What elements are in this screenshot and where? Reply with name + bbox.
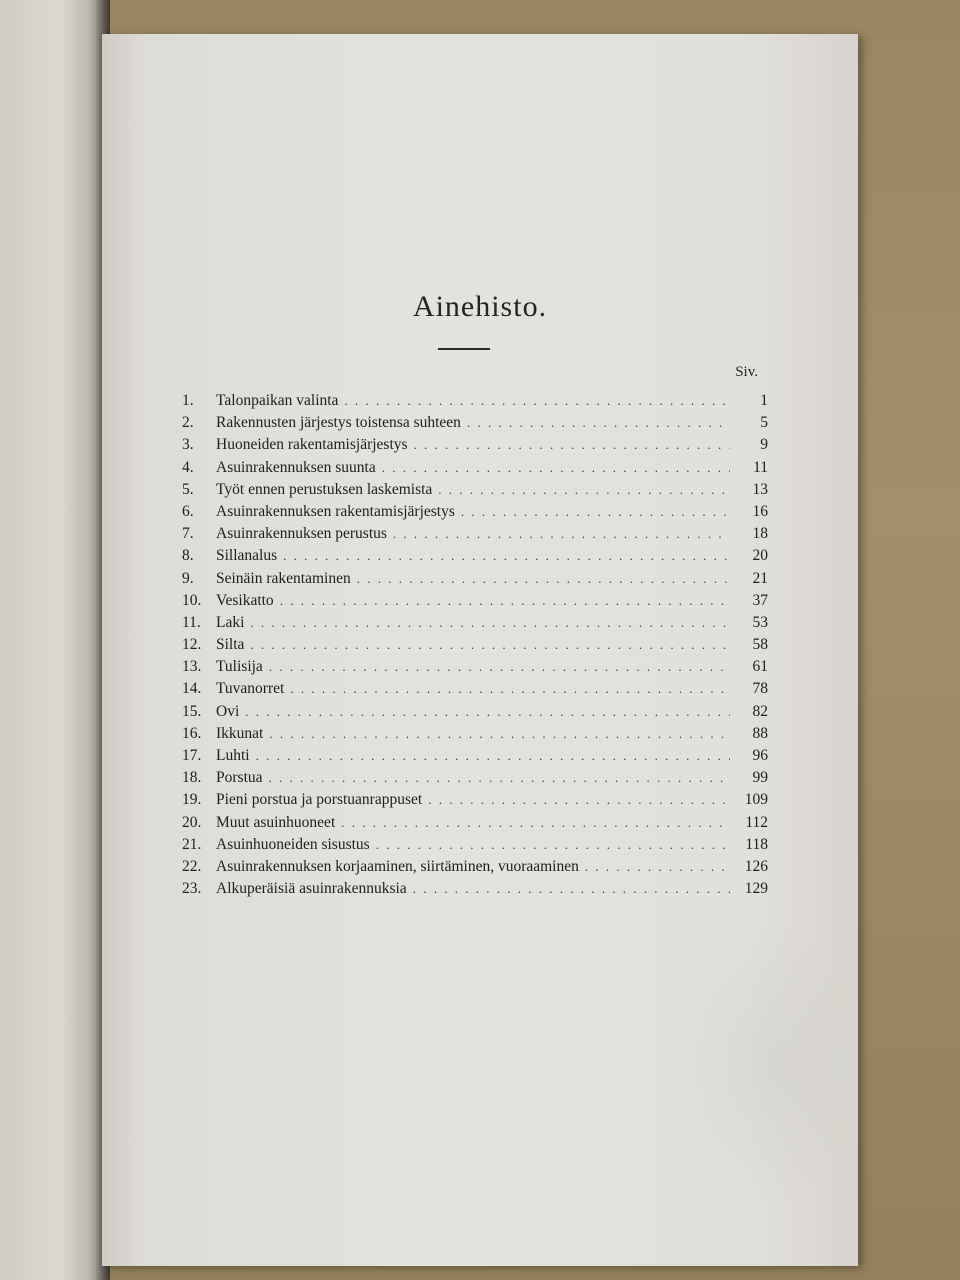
- show-through-shadow: [662, 914, 862, 1214]
- dot-leader: [461, 501, 730, 523]
- dot-leader: [280, 590, 730, 612]
- entry-number: 11.: [182, 613, 201, 631]
- dot-leader: [269, 656, 730, 678]
- entry-page: 21: [752, 569, 768, 587]
- entry-title: Laki: [216, 613, 245, 631]
- entry-number: 23.: [182, 880, 202, 898]
- entry-title: Seinäin rakentaminen: [216, 569, 351, 587]
- dot-leader: [428, 789, 730, 811]
- toc-entry: [182, 545, 768, 567]
- dot-leader: [382, 457, 730, 479]
- entry-page: 82: [752, 702, 768, 720]
- entry-page: 16: [752, 502, 768, 520]
- dot-leader: [414, 434, 730, 456]
- entry-title: Rakennusten järjestys toistensa suhteen: [216, 414, 461, 432]
- entry-number: 1.: [182, 392, 194, 409]
- entry-number: 3.: [182, 436, 194, 454]
- entry-number: 12.: [182, 636, 202, 654]
- toc-entry: [182, 834, 768, 856]
- dot-leader: [585, 856, 730, 878]
- entry-title: Vesikatto: [216, 591, 274, 609]
- entry-number: 17.: [182, 747, 202, 764]
- entry-number: 6.: [182, 502, 194, 520]
- entry-title: Asuinhuoneiden sisustus: [216, 835, 370, 853]
- entry-page: 53: [752, 613, 768, 631]
- entry-page: 129: [744, 880, 768, 898]
- dot-leader: [269, 723, 730, 745]
- toc-entry: [182, 745, 768, 767]
- entry-title: Silta: [216, 636, 245, 654]
- entry-title: Asuinrakennuksen perustus: [216, 525, 387, 543]
- toc-entry: [182, 878, 768, 900]
- entry-title: Pieni porstua ja porstuanrappuset: [216, 791, 423, 809]
- entry-number: 14.: [182, 680, 202, 698]
- entry-number: 19.: [182, 791, 202, 809]
- dot-leader: [256, 745, 730, 767]
- toc-entry: [182, 723, 768, 745]
- entry-page: 61: [752, 658, 768, 676]
- dot-leader: [341, 812, 730, 834]
- dot-leader: [376, 834, 730, 856]
- dot-leader: [245, 701, 730, 723]
- entry-number: 18.: [182, 769, 202, 787]
- entry-page: 96: [752, 747, 768, 764]
- entry-page: 18: [752, 525, 768, 543]
- entry-title: Työt ennen perustuksen laskemista: [216, 480, 433, 498]
- entry-page: 88: [752, 724, 768, 742]
- toc-entry: [182, 612, 768, 634]
- dot-leader: [250, 634, 730, 656]
- entry-page: 112: [745, 813, 768, 831]
- entry-title: Huoneiden rakentamisjärjestys: [216, 436, 408, 454]
- entry-number: 22.: [182, 857, 202, 875]
- dot-leader: [438, 479, 730, 501]
- page-column-label: Siv.: [735, 364, 758, 380]
- entry-number: 16.: [182, 724, 202, 742]
- entry-page: 109: [744, 791, 768, 809]
- table-of-contents: [182, 390, 768, 900]
- entry-page: 37: [752, 591, 768, 609]
- dot-leader: [269, 767, 731, 789]
- entry-title: Talonpaikan valinta: [216, 392, 339, 409]
- entry-page: 13: [752, 480, 768, 498]
- toc-entry: [182, 701, 768, 723]
- toc-entry: [182, 412, 768, 434]
- toc-entry: [182, 812, 768, 834]
- entry-title: Asuinrakennuksen korjaaminen, siirtäminen, vuoraaminen: [216, 857, 579, 875]
- toc-entry: [182, 457, 768, 479]
- entry-title: Tulisija: [216, 658, 263, 676]
- dot-leader: [413, 878, 730, 900]
- entry-page: 1: [760, 392, 768, 409]
- toc-entry: [182, 568, 768, 590]
- entry-title: Porstua: [216, 769, 263, 787]
- entry-page: 118: [745, 835, 768, 853]
- toc-entry: [182, 789, 768, 811]
- entry-number: 2.: [182, 414, 194, 432]
- entry-page: 20: [752, 547, 768, 565]
- entry-number: 9.: [182, 569, 194, 587]
- toc-entry: [182, 390, 768, 412]
- entry-title: Ikkunat: [216, 724, 264, 742]
- dot-leader: [467, 412, 730, 434]
- toc-entry: [182, 434, 768, 456]
- toc-entry: [182, 523, 768, 545]
- entry-page: 11: [753, 458, 768, 476]
- dot-leader: [290, 678, 730, 700]
- dot-leader: [283, 545, 730, 567]
- entry-page: 58: [752, 636, 768, 654]
- entry-number: 20.: [182, 813, 202, 831]
- toc-entry: [182, 656, 768, 678]
- toc-entry: [182, 678, 768, 700]
- page-title: Ainehisto.: [412, 290, 548, 323]
- toc-entry: [182, 501, 768, 523]
- toc-entry: [182, 479, 768, 501]
- book-page: [102, 34, 858, 1266]
- entry-title: Tuvanorret: [216, 680, 285, 698]
- entry-page: 5: [760, 414, 768, 432]
- entry-title: Asuinrakennuksen suunta: [216, 458, 376, 476]
- entry-title: Muut asuinhuoneet: [216, 813, 336, 831]
- entry-title: Alkuperäisiä asuinrakennuksia: [216, 880, 407, 898]
- entry-number: 10.: [182, 591, 202, 609]
- dot-leader: [357, 568, 730, 590]
- entry-number: 15.: [182, 702, 202, 720]
- entry-page: 99: [752, 769, 768, 787]
- toc-entry: [182, 634, 768, 656]
- dot-leader: [344, 390, 730, 412]
- entry-number: 8.: [182, 547, 194, 565]
- entry-number: 13.: [182, 658, 202, 676]
- toc-entry: [182, 590, 768, 612]
- toc-entry: [182, 767, 768, 789]
- entry-title: Asuinrakennuksen rakentamisjärjestys: [216, 502, 455, 520]
- entry-title: Luhti: [216, 747, 250, 764]
- entry-number: 4.: [182, 458, 194, 476]
- entry-page: 9: [760, 436, 768, 454]
- title-rule: [438, 348, 490, 350]
- entry-title: Sillanalus: [216, 547, 278, 565]
- facing-page-edge: [0, 0, 110, 1280]
- toc-entry: [182, 856, 768, 878]
- entry-page: 78: [752, 680, 768, 698]
- entry-number: 7.: [182, 525, 194, 543]
- entry-number: 21.: [182, 835, 202, 853]
- dot-leader: [393, 523, 730, 545]
- entry-title: Ovi: [216, 702, 240, 720]
- entry-page: 126: [744, 857, 768, 875]
- entry-number: 5.: [182, 480, 194, 498]
- dot-leader: [250, 612, 730, 634]
